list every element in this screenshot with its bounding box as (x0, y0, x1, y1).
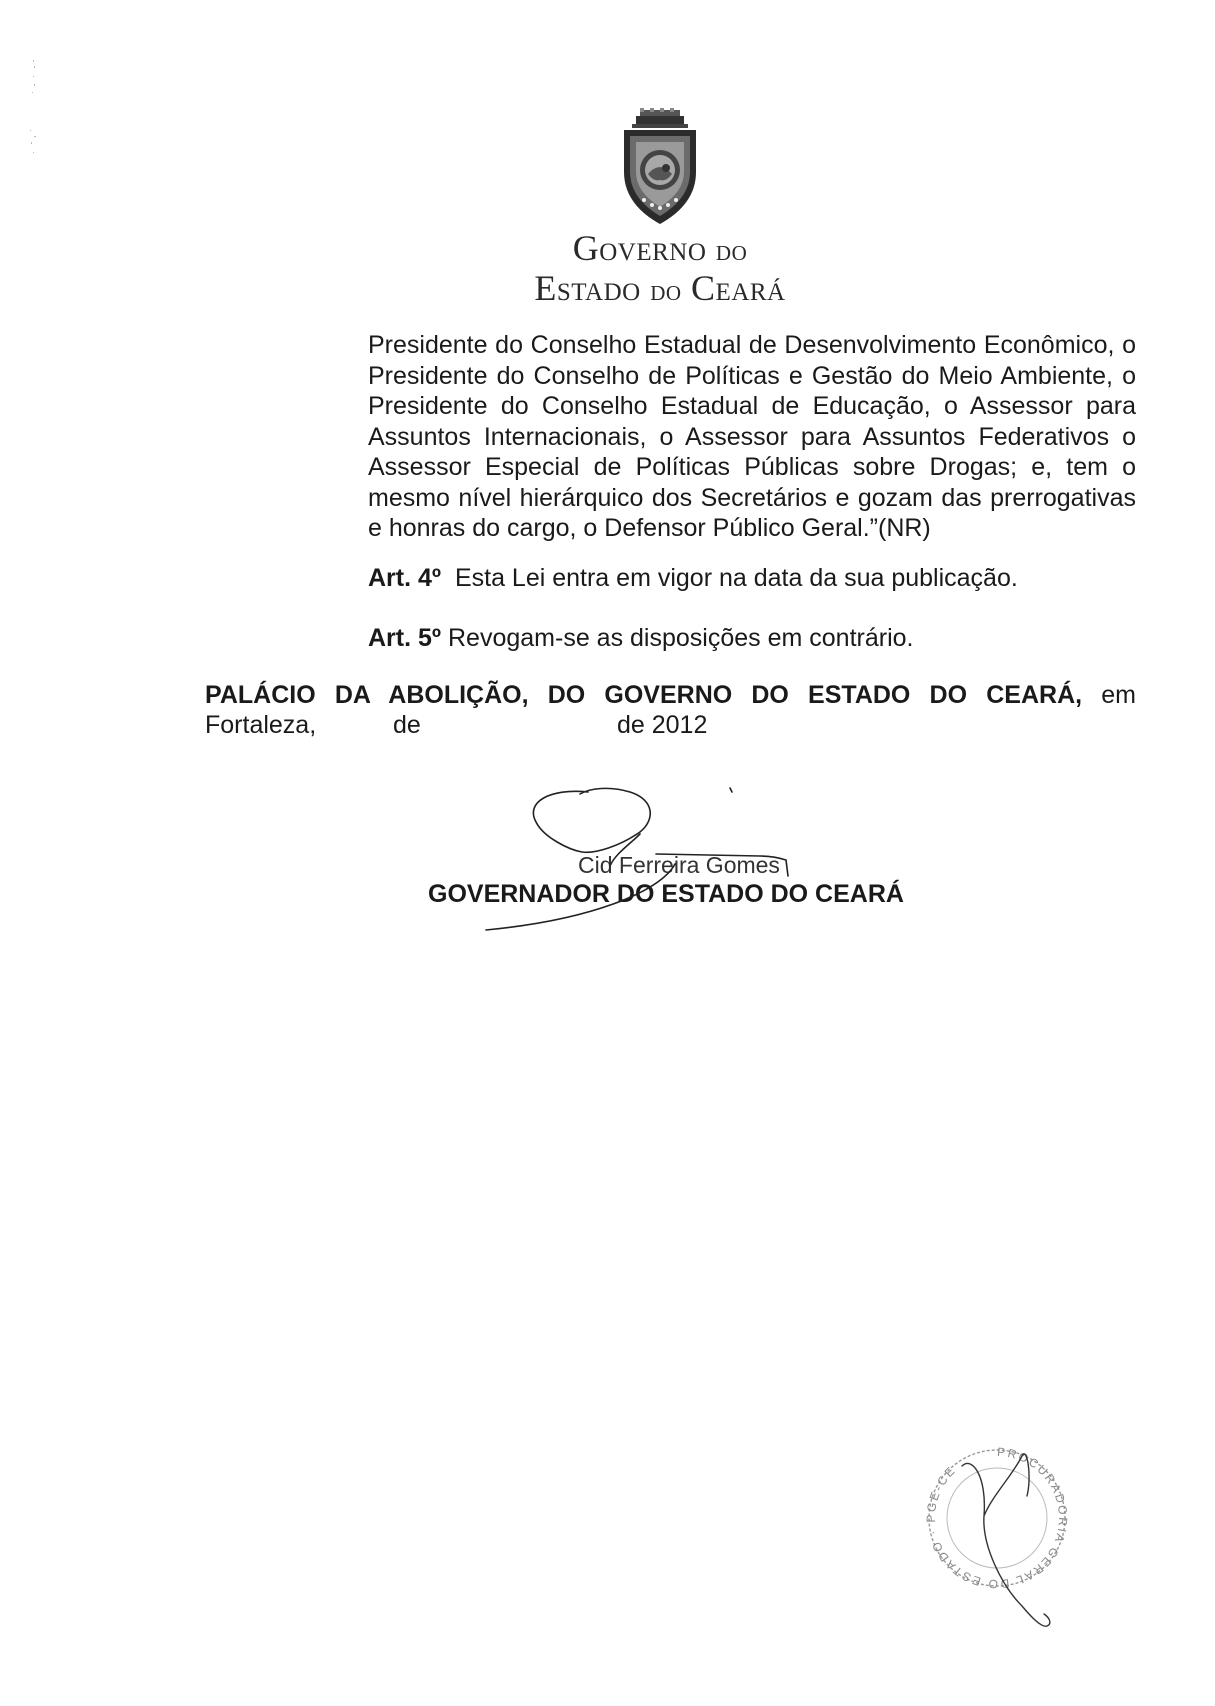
government-title (480, 228, 840, 309)
article-5 (368, 624, 913, 653)
title-do: do (715, 234, 748, 267)
continued-paragraph (368, 330, 1136, 544)
paragraph-line: e honras do cargo, o Defensor Público Geral.”(NR) (368, 514, 931, 542)
palace-tail: em (1101, 681, 1136, 709)
paragraph-line: Presidente do Conselho Estadual de Desenvolvimento Econômico, o (368, 331, 1136, 359)
procuradoria-stamp (912, 1436, 1082, 1636)
article-5-text: Revogam-se as disposições em contrário. (448, 624, 914, 652)
closing-place-date (205, 680, 1136, 740)
paragraph-line: Presidente do Conselho Estadual de Educação, o Assessor para (368, 392, 1136, 420)
date-de: de (393, 711, 421, 739)
article-4-label: Art. 4º (368, 564, 442, 592)
handwritten-signature (470, 780, 910, 955)
title-do-2: do (650, 274, 682, 308)
article-4-text: Esta Lei entra em vigor na data da sua publicação. (454, 564, 1018, 592)
signatory-role: GOVERNADOR DO ESTADO DO CEARÁ (428, 880, 904, 908)
title-estado: Estado (534, 268, 641, 309)
stamp-text: PROCURADORIA GERAL DO ESTADO · PGE-CE (923, 1444, 1071, 1592)
date-year: de 2012 (617, 711, 708, 739)
article-5-label: Art. 5º (368, 624, 442, 652)
city: Fortaleza, (205, 711, 317, 739)
paragraph-line: Presidente do Conselho de Políticas e Gestão do Meio Ambiente, o (368, 361, 1136, 390)
paragraph-line: Assuntos Internacionais, o Assessor para Assuntos Federativos o (368, 422, 1136, 451)
paragraph-line: Assessor Especial de Políticas Públicas sobre Drogas; e, tem o (368, 453, 1136, 481)
palace-name: PALÁCIO DA ABOLIÇÃO, DO GOVERNO DO ESTADO DO CEARÁ, (205, 681, 1083, 709)
title-governo: Governo (572, 228, 707, 268)
article-4 (368, 564, 1018, 593)
paragraph-line: mesmo nível hierárquico dos Secretários e gozam das prerrogativas (368, 483, 1136, 512)
title-ceara: Ceará (691, 268, 786, 309)
state-crest-icon (610, 108, 710, 230)
scan-artifact (28, 60, 42, 170)
signatory-name: Cid Ferreira Gomes (578, 852, 780, 878)
